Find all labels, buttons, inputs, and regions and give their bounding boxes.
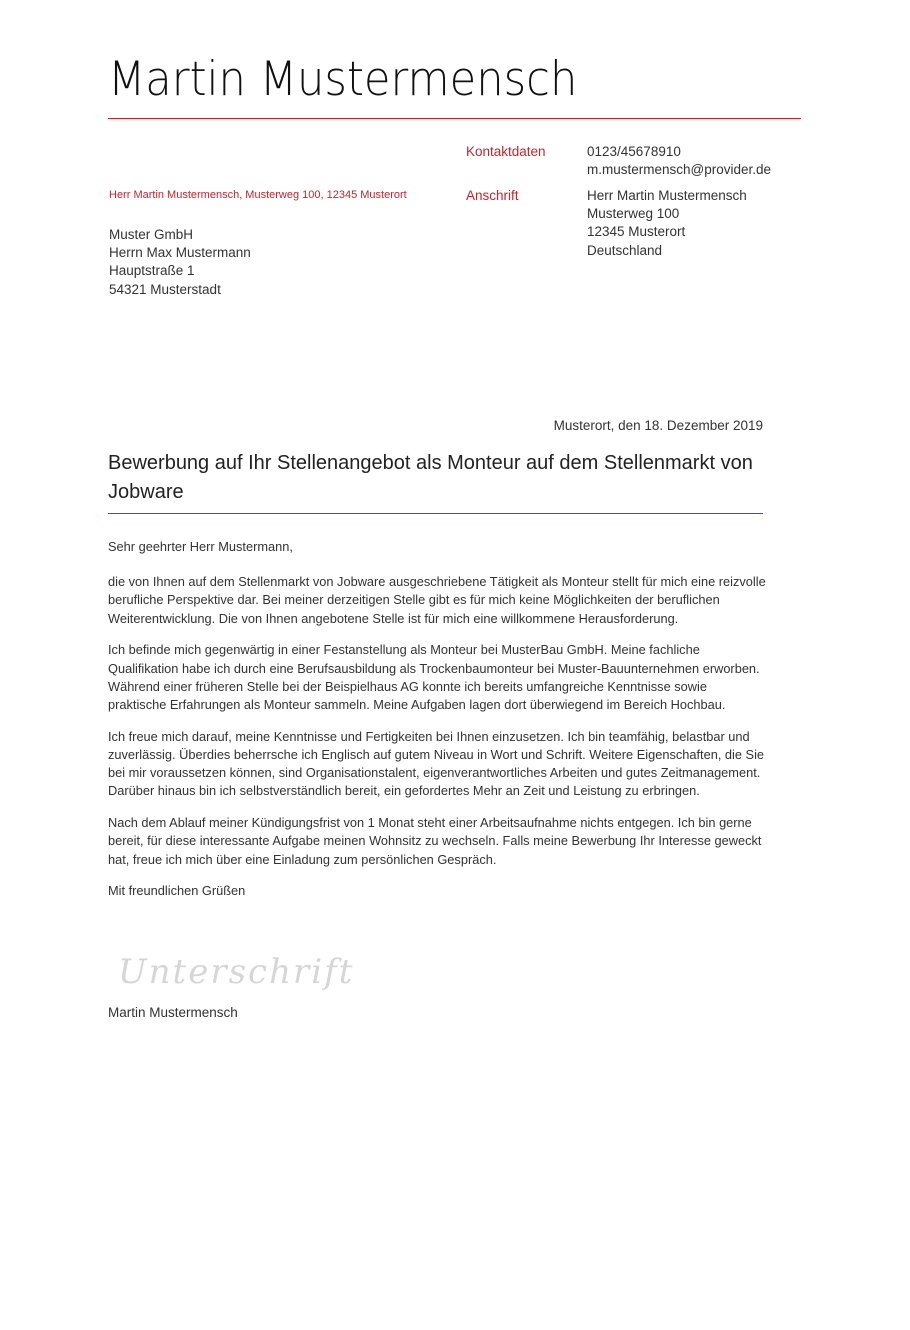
recipient-line: 54321 Musterstadt <box>109 281 221 297</box>
address-line: Musterweg 100 <box>587 206 680 222</box>
subject-divider <box>108 513 763 514</box>
body-paragraph: Ich freue mich darauf, meine Kenntnisse und Fertigkeiten bei Ihnen einzusetzen. Ich bin teamfähig, belastbar und zuverlässig. Überdies beherrsche ich Englisch auf gutem Niveau in Wort und Schrift. Weitere Eigenschaften, die Sie bei mir voraussetzen können, sind Organisationstalent, eigenverantwortliches Arbeiten und gutes Zeitmanagement. Darüber hinaus bin ich selbstverständlich bereit, ein gefordertes Mehr an Zeit und Leistung zu erbringen. <box>108 728 765 799</box>
phone-number: 0123/45678910 <box>587 144 681 159</box>
address-line: Herr Martin Mustermensch <box>587 188 747 203</box>
sender-return-address: Herr Martin Mustermensch, Musterweg 100, 12345 Musterort <box>109 189 407 201</box>
recipient-line: Muster GmbH <box>109 227 194 242</box>
address-line: Deutschland <box>587 242 663 258</box>
address-label: Anschrift <box>466 188 519 203</box>
body-paragraph: Ich befinde mich gegenwärtig in einer Festanstellung als Monteur bei MusterBau GmbH. Meine fachliche Qualifikation habe ich durch eine Berufsausbildung als Trockenbaumonteur bei Muster-Bauunternehmen erworben. Während einer früheren Stelle bei der Beispielhaus AG konnte ich bereits umfangreiche Kenntnisse sowie praktische Erfahrungen als Monteur sammeln. Meine Aufgaben lagen dort überwiegend im Bereich Hochbau. <box>108 642 760 713</box>
email-address: m.mustermensch@provider.de <box>587 162 772 178</box>
recipient-address <box>109 226 251 299</box>
contact-details <box>587 143 771 179</box>
subject-line: Bewerbung auf Ihr Stellenangebot als Monteur auf dem Stellenmarkt von Jobware <box>108 452 753 503</box>
salutation: Sehr geehrter Herr Mustermann, <box>108 539 293 554</box>
recipient-line: Herrn Max Mustermann <box>109 245 251 261</box>
signer-name: Martin Mustermensch <box>108 1005 238 1020</box>
signature-placeholder: Unterschrift <box>118 952 355 992</box>
body-paragraph: Nach dem Ablauf meiner Kündigungsfrist von 1 Monat steht einer Arbeitsaufnahme nichts entgegen. Ich bin gerne bereit, für diese interessante Aufgabe meinen Wohnsitz zu wechseln. Falls meine Bewerbung Ihr Interesse geweckt hat, freue ich mich über eine Einladung zum persönlichen Gespräch. <box>108 815 762 867</box>
closing: Mit freundlichen Grüßen <box>108 883 246 899</box>
letter-body <box>108 538 768 914</box>
recipient-line: Hauptstraße 1 <box>109 263 195 279</box>
body-paragraph: die von Ihnen auf dem Stellenmarkt von Jobware ausgeschriebene Tätigkeit als Monteur stellt für mich eine reizvolle berufliche Perspektive dar. Bei meiner derzeitigen Stelle gibt es für mich keine Möglichkeiten der beruflichen Weiterentwicklung. Die von Ihnen angebotene Stelle ist für mich eine willkommene Herausforderung. <box>108 574 766 626</box>
sender-address <box>587 187 747 260</box>
header-divider <box>108 118 801 119</box>
letter-date: Musterort, den 18. Dezember 2019 <box>553 418 763 433</box>
contact-label: Kontaktdaten <box>466 144 546 159</box>
applicant-name: Martin Mustermensch <box>108 52 578 107</box>
address-line: 12345 Musterort <box>587 224 686 240</box>
